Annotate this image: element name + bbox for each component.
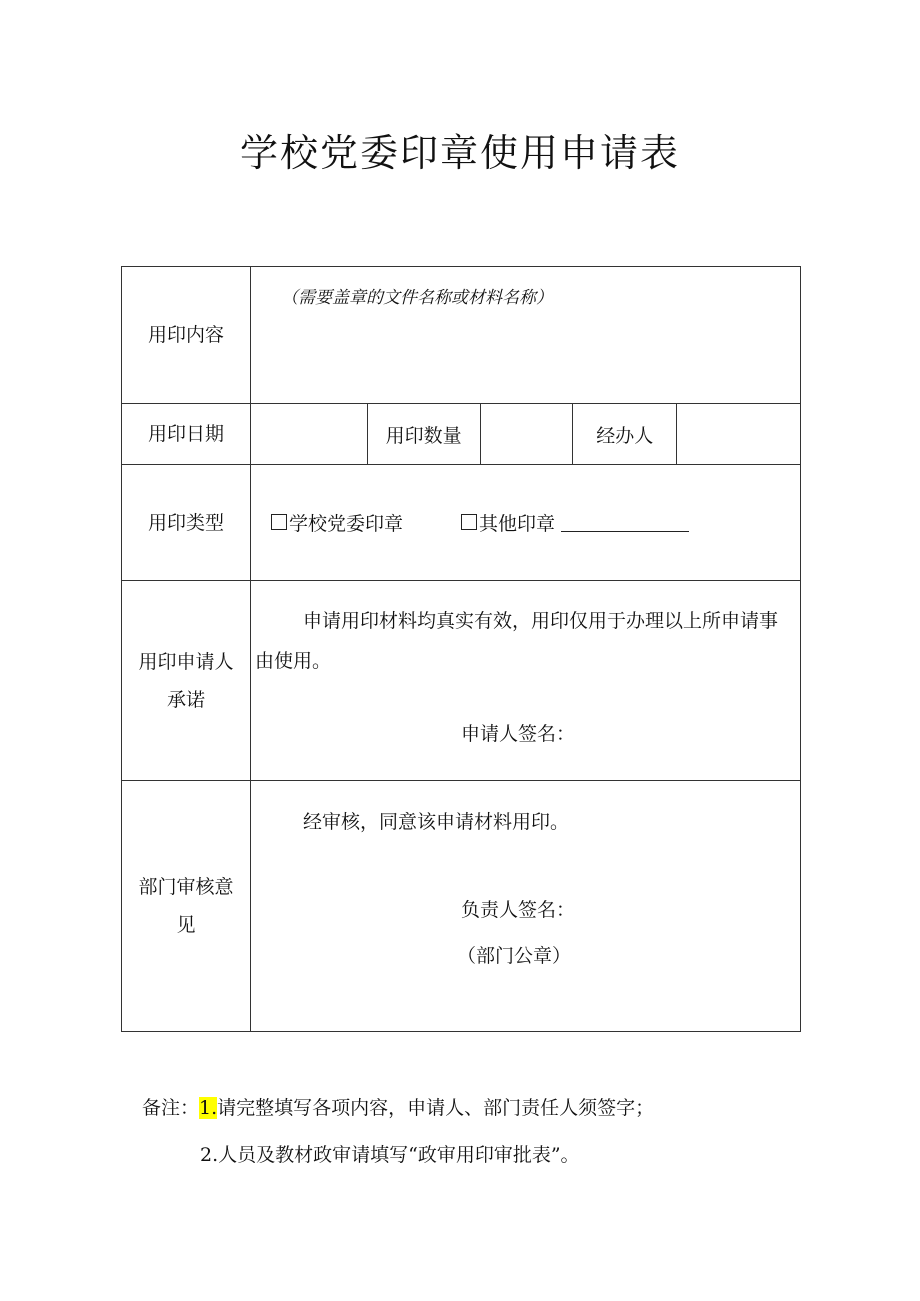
note-1-text: 请完整填写各项内容，申请人、部门责任人须签字；: [217, 1097, 655, 1119]
notes-line-1: [142, 1093, 654, 1120]
handler-field[interactable]: [677, 404, 800, 464]
row-review: [122, 781, 801, 1032]
review-label-line1: 部门审核意: [138, 876, 234, 898]
other-seal-input[interactable]: [561, 513, 689, 532]
review-text: 经审核，同意该申请材料用印。: [303, 811, 570, 833]
pledge-label-line1: 用印申请人: [138, 650, 234, 673]
notes-prefix: 备注：: [142, 1097, 200, 1119]
review-cell: [251, 781, 801, 1032]
pledge-label-line2: 承诺: [166, 688, 205, 711]
note-1-number: 1.: [199, 1097, 218, 1119]
date-field[interactable]: [251, 404, 368, 464]
form-title: 学校党委印章使用申请表: [239, 131, 680, 175]
quantity-field[interactable]: [481, 404, 574, 464]
other-seal-label: 其他印章: [479, 513, 556, 535]
seal-application-table: [121, 266, 801, 1032]
quantity-label: 用印数量: [368, 404, 481, 464]
pledge-label: [122, 581, 251, 781]
content-field[interactable]: [251, 267, 801, 404]
type-options: [251, 465, 801, 581]
party-seal-label: 学校党委印章: [289, 513, 404, 535]
row-pledge: [122, 581, 801, 781]
handler-label: 经办人: [573, 404, 677, 464]
pledge-cell: [251, 581, 801, 781]
content-label: 用印内容: [122, 267, 251, 404]
other-seal-checkbox[interactable]: [461, 514, 477, 530]
content-hint: （需要盖章的文件名称或材料名称）: [281, 288, 553, 308]
applicant-signature-label: 申请人签名：: [461, 723, 576, 745]
row-content: [122, 267, 801, 404]
row-date-qty-handler: [122, 404, 801, 465]
date-qty-handler-cell: [251, 404, 801, 465]
type-label: 用印类型: [122, 465, 251, 581]
review-label-line2: 见: [176, 914, 196, 936]
note-2: 2.人员及教材政审请填写“政审用印审批表”。: [200, 1144, 580, 1166]
date-label: 用印日期: [122, 404, 251, 465]
pledge-text: 申请用印材料均真实有效，用印仅用于办理以上所申请事由使用。: [255, 610, 779, 672]
review-label: [122, 781, 251, 1032]
department-seal-label: （部门公章）: [457, 945, 572, 967]
row-seal-type: [122, 465, 801, 581]
leader-signature-label: 负责人签名：: [461, 899, 576, 921]
party-seal-checkbox[interactable]: [271, 514, 287, 530]
